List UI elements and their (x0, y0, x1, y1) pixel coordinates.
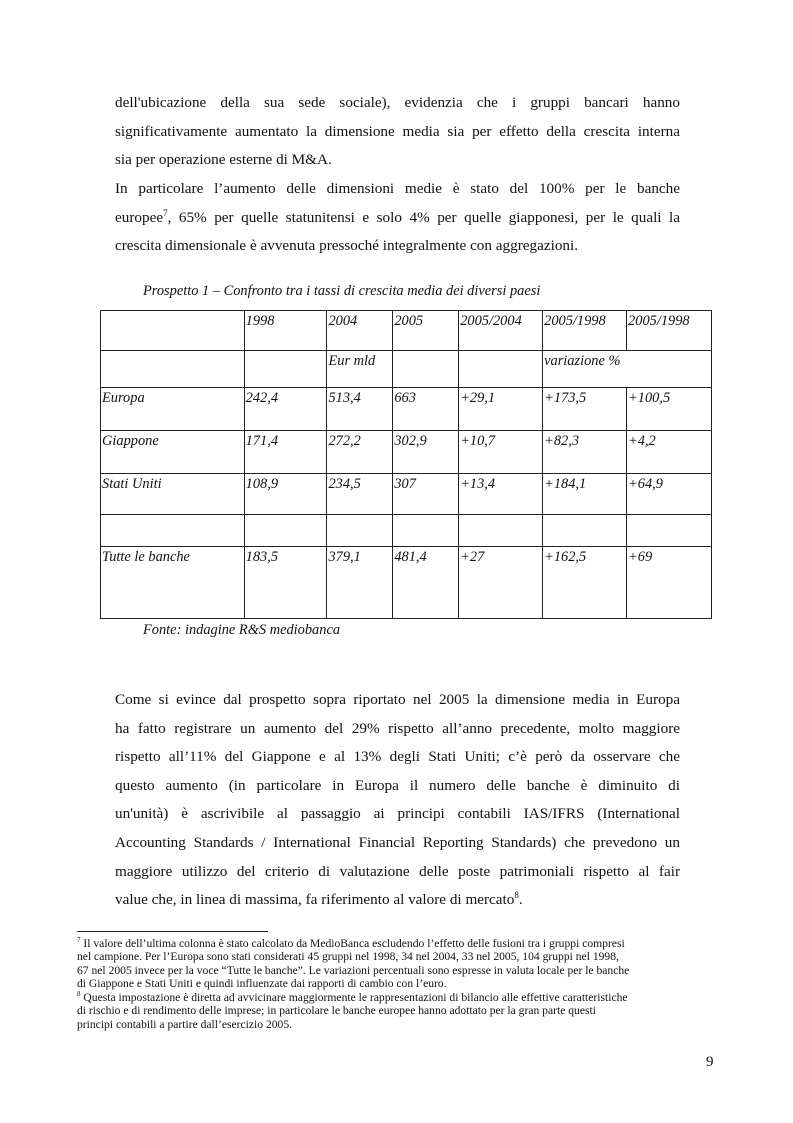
table-caption: Prospetto 1 – Confronto tra i tassi di crescita media dei diversi paesi (143, 283, 541, 299)
column-header: 2005/2004 (459, 311, 543, 351)
text-line: Accounting Standards / International Financial Reporting Standards) che prevedono un (115, 833, 680, 851)
analysis-paragraph (115, 686, 680, 915)
table-cell (101, 311, 245, 351)
table-cell: 513,4 (327, 388, 393, 431)
table-cell: +29,1 (459, 388, 543, 431)
text-fragment: . (518, 891, 523, 909)
column-header: 2005 (393, 311, 459, 351)
table-cell: +10,7 (459, 431, 543, 474)
table-unit-row (101, 351, 712, 388)
table-cell: 481,4 (393, 547, 459, 619)
text-line: un'unità) è ascrivibile al passaggio ai principi contabili IAS/IFRS (International (115, 805, 680, 823)
table-cell: +27 (459, 547, 543, 619)
table-cell (101, 515, 245, 547)
text-line: dell'ubicazione della sua sede sociale), evidenzia che i gruppi bancari hanno (115, 94, 680, 111)
table-cell (543, 515, 627, 547)
column-header: 2005/1998 (543, 311, 627, 351)
table-cell: 242,4 (244, 388, 327, 431)
footnote-ref-8: 8 (514, 890, 519, 901)
column-header: 1998 (244, 311, 327, 351)
footnote-mark: 8 (77, 990, 81, 999)
text-line: 67 nel 2005 invece per la voce “Tutte le banche”. Le variazioni percentuali sono espresse in valuta locale per le banche (77, 963, 630, 977)
table-empty-row (101, 515, 712, 547)
text-line (77, 937, 717, 950)
table-cell (244, 351, 327, 388)
table-row (101, 388, 712, 431)
table-cell (101, 351, 245, 388)
text-line: In particolare l’aumento delle dimensioni medie è stato del 100% per le banche (115, 180, 680, 197)
row-label: Europa (101, 388, 245, 431)
table-cell: 272,2 (327, 431, 393, 474)
table-cell: 183,5 (244, 547, 327, 619)
footnote-mark: 7 (77, 936, 81, 945)
table-cell (393, 351, 459, 388)
text-fragment: Questa impostazione è diretta ad avvicinare maggiormente le rappresentazioni di bilancio alle effettive caratteristiche (80, 991, 628, 1004)
table-cell: +162,5 (543, 547, 627, 619)
column-header: 2004 (327, 311, 393, 351)
table-row (101, 431, 712, 474)
table-cell: 307 (393, 474, 459, 515)
text-line: rispetto all’11% del Giappone e al 13% degli Stati Uniti; c’è però da osservare che (115, 748, 680, 766)
text-fragment: Il valore dell’ultima colonna è stato calcolato da MedioBanca escludendo l’effetto delle fusioni tra i gruppi compresi (80, 937, 625, 950)
table-total-row (101, 547, 712, 619)
footnote-8 (77, 991, 717, 1031)
table-cell: +173,5 (543, 388, 627, 431)
text-line: principi contabili a partire dall’esercizio 2005. (77, 1017, 293, 1031)
page-number: 9 (706, 1054, 714, 1070)
table-cell: 234,5 (327, 474, 393, 515)
text-line: sia per operazione esterne di M&A. (115, 151, 332, 169)
text-line: crescita dimensionale è avvenuta pressoché integralmente con aggregazioni. (115, 237, 579, 255)
table-source: Fonte: indagine R&S mediobanca (143, 622, 341, 638)
table-cell: +82,3 (543, 431, 627, 474)
table-cell (393, 515, 459, 547)
text-line (77, 991, 717, 1004)
table-cell: +4,2 (627, 431, 712, 474)
intro-paragraph (115, 89, 680, 175)
table-cell: 302,9 (393, 431, 459, 474)
table-row (101, 474, 712, 515)
table-cell (627, 515, 712, 547)
column-header: 2005/1998 (627, 311, 712, 351)
text-line: questo aumento (in particolare in Europa il numero delle banche è diminuito di (115, 776, 680, 794)
table-cell: +64,9 (627, 474, 712, 515)
change-label: variazione % (543, 351, 712, 388)
text-line (115, 204, 680, 233)
text-line: di Giappone e Stati Uniti e quindi influenzate dai rapporti di cambio con l’euro. (77, 977, 447, 991)
text-line: di rischio e di rendimento delle imprese; in particolare le banche europee hanno adottato per la gran parte questi (77, 1004, 596, 1018)
text-line: Come si evince dal prospetto sopra riportato nel 2005 la dimensione media in Europa (115, 691, 680, 708)
row-label: Stati Uniti (101, 474, 245, 515)
text-line: nel campione. Per l’Europa sono stati considerati 45 gruppi nel 1998, 34 nel 2004, 33 nel 2005, 104 gruppi nel 1998, (77, 950, 619, 964)
table-cell: +184,1 (543, 474, 627, 515)
table-cell: 108,9 (244, 474, 327, 515)
table-cell: 171,4 (244, 431, 327, 474)
unit-label: Eur mld (327, 351, 393, 388)
growth-paragraph (115, 175, 680, 261)
table-cell: +100,5 (627, 388, 712, 431)
growth-table (100, 310, 712, 619)
footnote-divider (77, 931, 268, 932)
table-cell (327, 515, 393, 547)
table-cell (459, 515, 543, 547)
table-cell: +69 (627, 547, 712, 619)
footnote-7 (77, 937, 717, 991)
table-cell: 379,1 (327, 547, 393, 619)
table-cell (459, 351, 543, 388)
text-fragment: europee (115, 208, 164, 226)
table-header-row (101, 311, 712, 351)
row-label: Giappone (101, 431, 245, 474)
table-cell: 663 (393, 388, 459, 431)
table-cell: +13,4 (459, 474, 543, 515)
text-line: maggiore utilizzo del criterio di valutazione delle poste patrimoniali rispetto al fair (115, 862, 680, 880)
text-line: ha fatto registrare un aumento del 29% rispetto all’anno precedente, molto maggiore (115, 719, 680, 737)
text-fragment: value che, in linea di massima, fa riferimento al valore di mercato (115, 891, 515, 909)
text-line (115, 886, 680, 915)
table-cell (244, 515, 327, 547)
row-label: Tutte le banche (101, 547, 245, 619)
footnote-ref-7: 7 (163, 207, 168, 218)
text-fragment: , 65% per quelle statunitensi e solo 4% per quelle giapponesi, per le quali la (167, 208, 680, 226)
text-line: significativamente aumentato la dimensione media sia per effetto della crescita interna (115, 122, 680, 140)
